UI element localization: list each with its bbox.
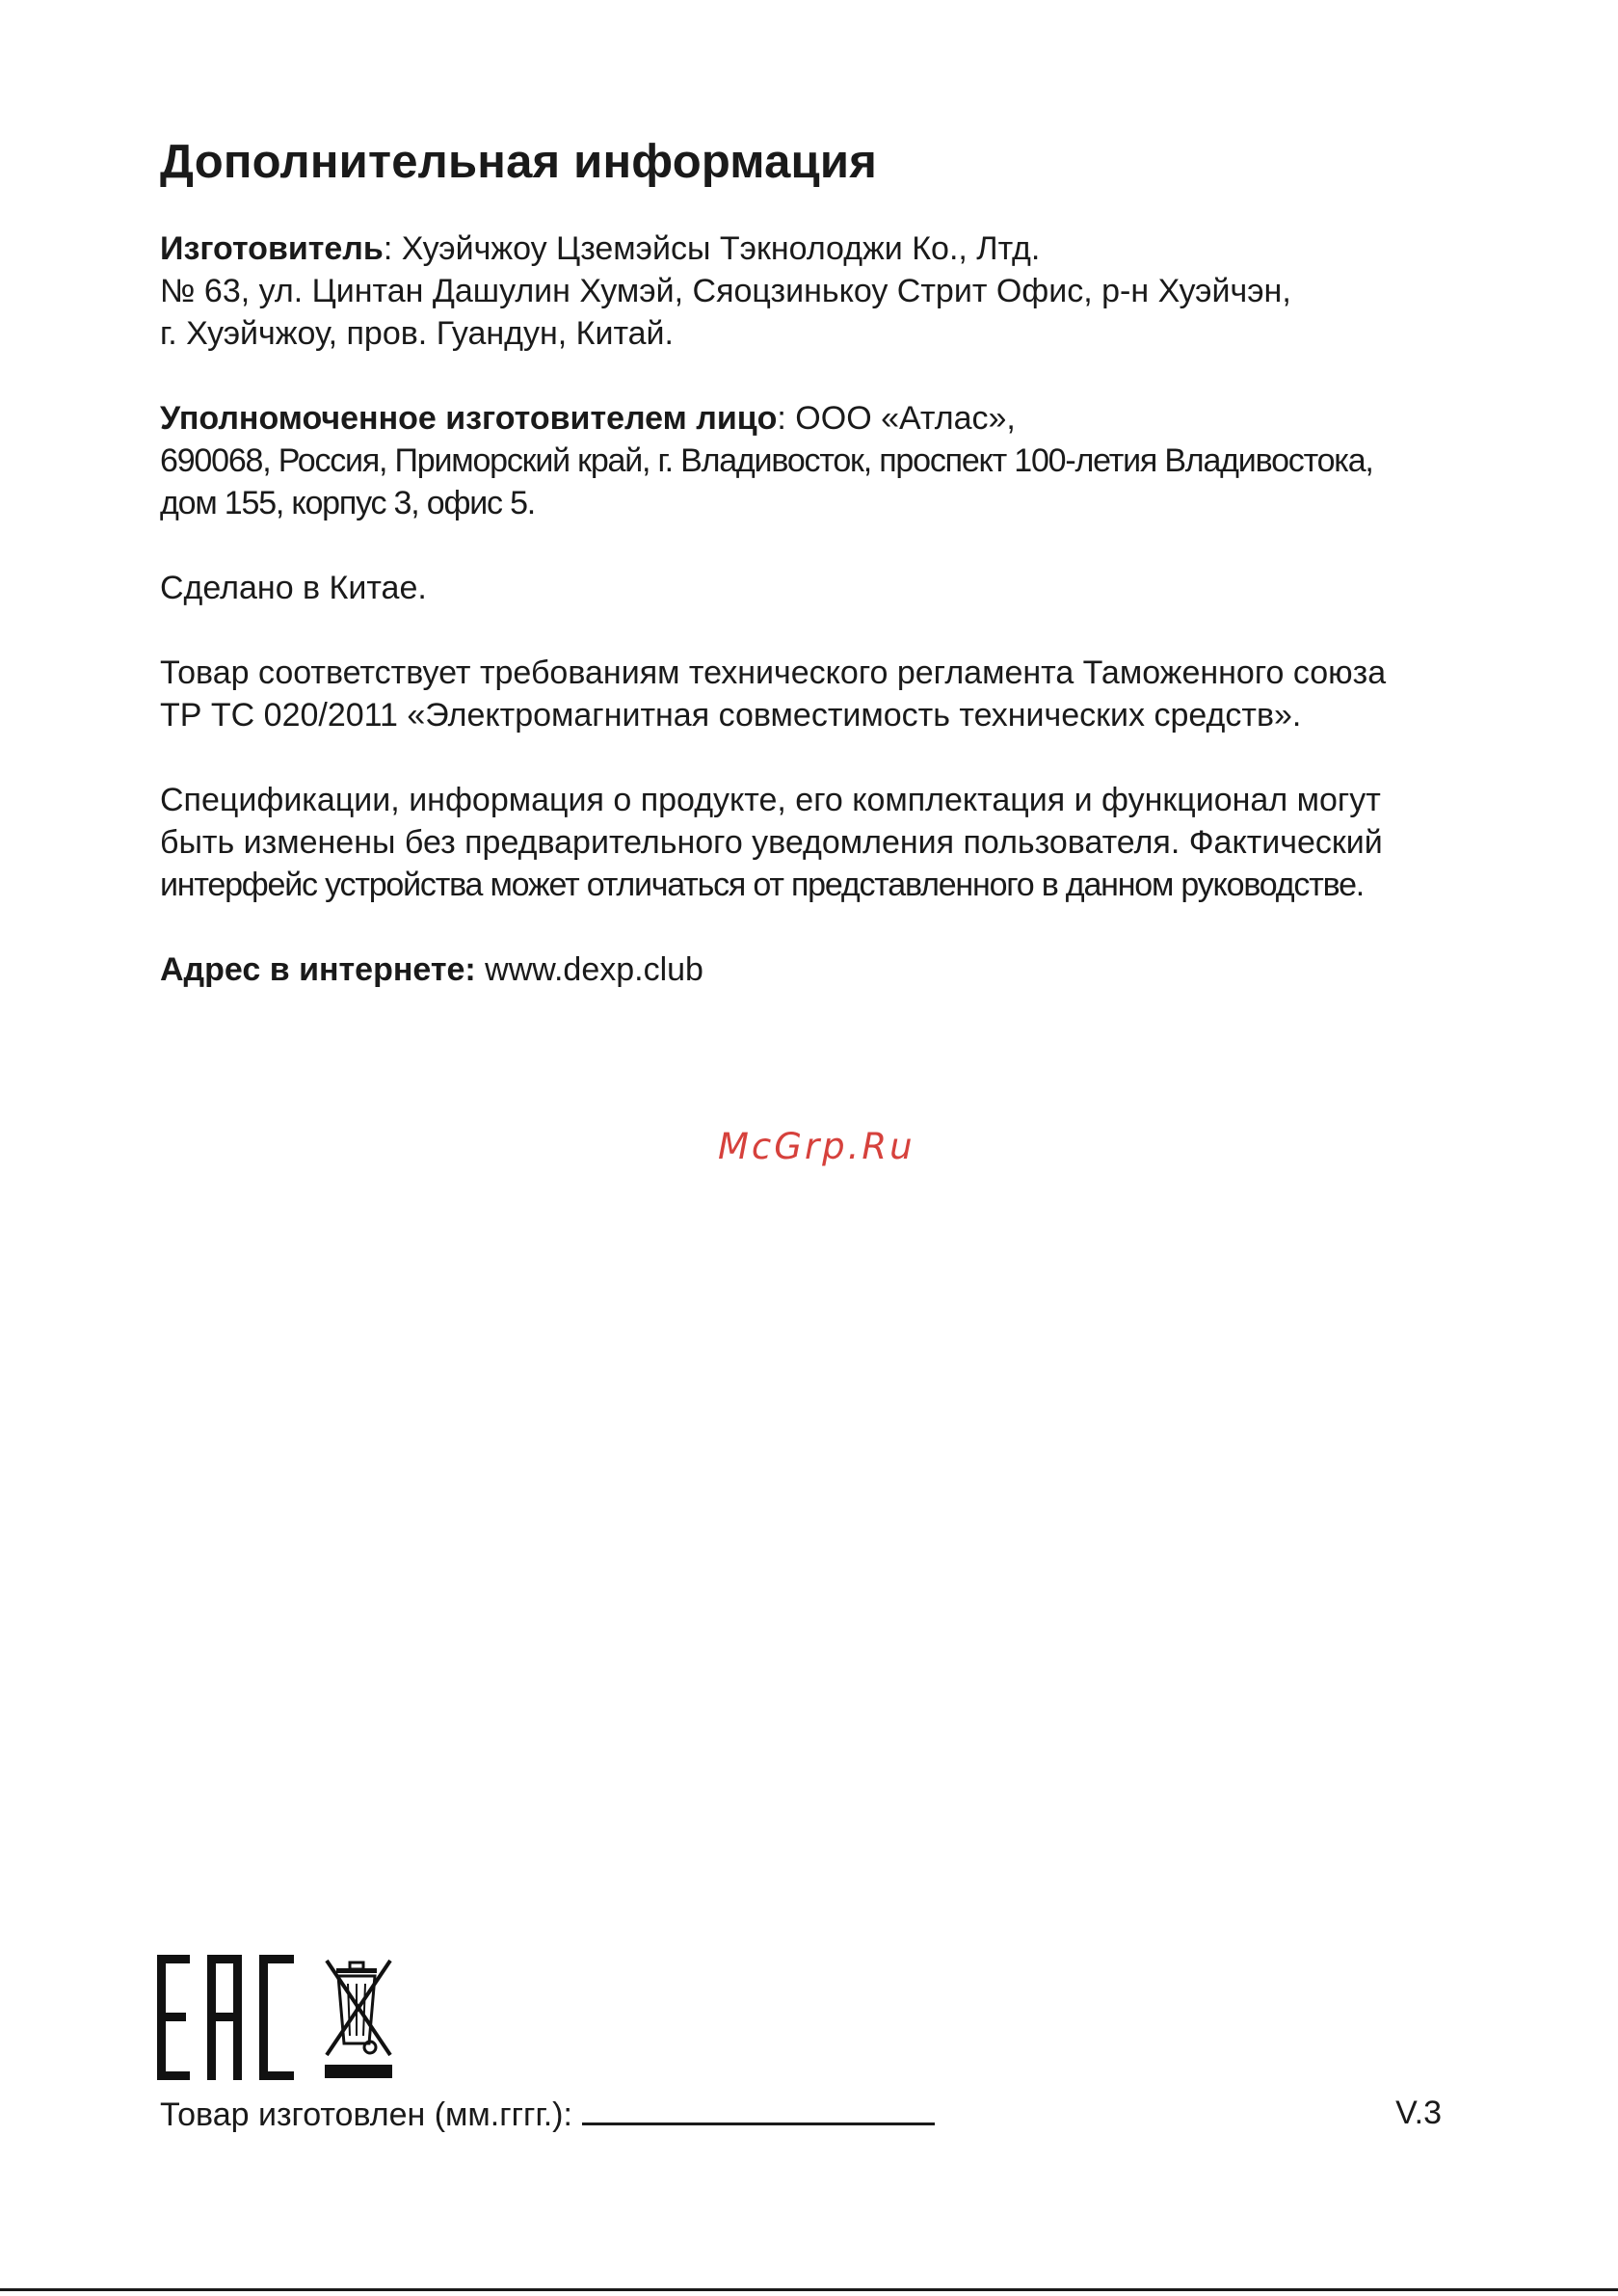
website-block (160, 948, 1509, 991)
website-label: Адрес в интернете: (160, 951, 476, 988)
manufactured-date-field (582, 2092, 935, 2125)
authorized-address-line2: дом 155, корпус 3, офис 5. (160, 485, 536, 521)
manufactured-date-label: Товар изготовлен (мм.гггг.): (160, 2096, 572, 2133)
certification-logos (157, 1955, 408, 2080)
specs-line2: быть изменены без предварительного уведомления пользователя. Фактический (160, 824, 1383, 861)
authorized-label: Уполномоченное изготовителем лицо (160, 400, 778, 437)
page-title: Дополнительная информация (160, 136, 877, 188)
manufacturer-block (160, 227, 1509, 355)
made-in-text: Сделано в Китае. (160, 570, 427, 606)
main-content (160, 133, 1509, 1033)
authorized-block (160, 397, 1509, 524)
specs-block (160, 779, 1509, 906)
authorized-name: ООО «Атлас», (795, 400, 1016, 437)
compliance-block (160, 652, 1509, 736)
specs-line3: интерфейс устройства может отличаться от представленного в данном руководстве. (160, 867, 1365, 903)
version-label: V.3 (1395, 2095, 1442, 2131)
bottom-border (0, 2288, 1618, 2291)
footer (160, 2092, 1442, 2136)
crossed-out-bin-icon (309, 1955, 402, 2080)
manufacturer-separator: : (383, 230, 402, 267)
manufacturer-label: Изготовитель (160, 230, 384, 267)
watermark-text: McGrp.Ru (718, 1126, 915, 1167)
authorized-separator: : (777, 400, 796, 437)
authorized-address-line1: 690068, Россия, Приморский край, г. Владивосток, проспект 100-летия Владивостока, (160, 442, 1373, 479)
manufacturer-address-line2: г. Хуэйчжоу, пров. Гуандун, Китай. (160, 315, 674, 352)
manufacturer-name: Хуэйчжоу Цземэйсы Тэкнолоджи Ко., Лтд. (401, 230, 1041, 267)
manufacturer-line (160, 227, 1509, 270)
manufacturer-address-line1: № 63, ул. Цинтан Дашулин Хумэй, Сяоцзинькоу Стрит Офис, р-н Хуэйчэн, (160, 273, 1291, 309)
specs-line1: Спецификации, информация о продукте, его комплектация и функционал могут (160, 782, 1381, 818)
authorized-line (160, 397, 1509, 440)
compliance-line1: Товар соответствует требованиям технического регламента Таможенного союза (160, 654, 1387, 691)
compliance-line2: ТР ТС 020/2011 «Электромагнитная совместимость технических средств». (160, 697, 1302, 734)
eac-mark-icon (157, 1955, 294, 2080)
website-url[interactable]: www.dexp.club (485, 951, 703, 988)
